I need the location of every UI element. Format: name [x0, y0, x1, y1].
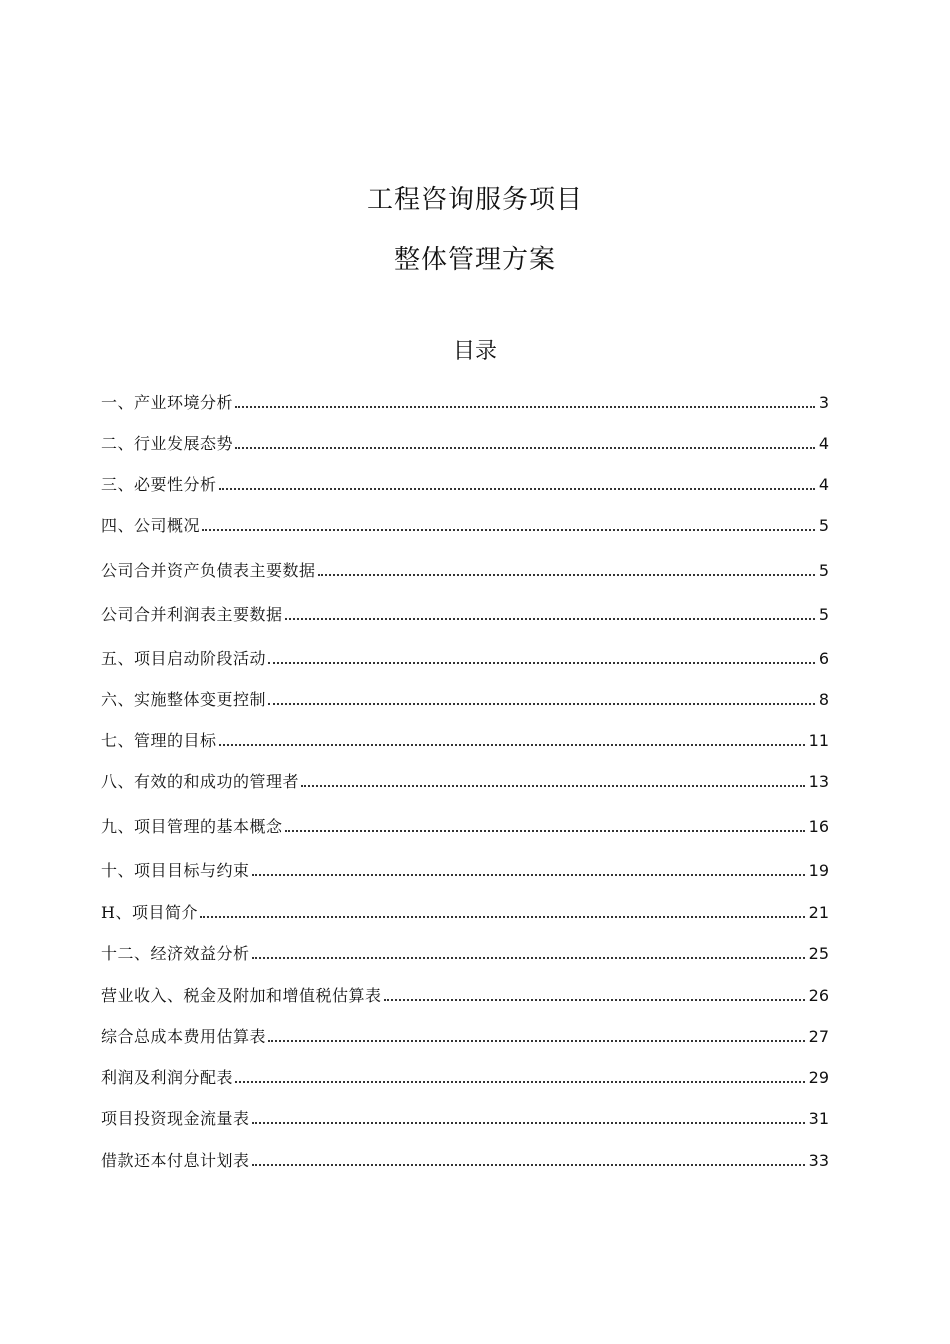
- document-title-line-1: 工程咨询服务项目: [366, 185, 583, 215]
- toc-entry-label: 三、必要性分析: [101, 475, 217, 494]
- toc-entry-label: H、项目简介: [101, 903, 198, 922]
- toc-entry[interactable]: [101, 393, 829, 413]
- toc-entry-label: 一、产业环境分析: [101, 393, 234, 412]
- toc-entry-label: 二、行业发展态势: [101, 434, 234, 453]
- toc-entry-page: 6: [818, 649, 829, 668]
- toc-entry-page: 5: [818, 605, 829, 624]
- toc-entry[interactable]: [101, 1151, 829, 1171]
- toc-entry-label: 借款还本付息计划表: [101, 1151, 250, 1170]
- toc-entry[interactable]: [101, 1109, 829, 1129]
- toc-entry-page: 21: [808, 903, 829, 922]
- toc-entry[interactable]: [101, 516, 829, 536]
- toc-entry-page: 13: [808, 772, 829, 791]
- toc-entry-page: 8: [818, 690, 829, 709]
- toc-entry[interactable]: [101, 649, 829, 669]
- toc-entry-label: 十二、经济效益分析: [101, 944, 250, 963]
- toc-dot-leader: [285, 830, 805, 832]
- toc-entry-label: 四、公司概况: [101, 516, 201, 535]
- toc-dot-leader: [252, 1164, 805, 1166]
- toc-entry-label: 公司合并资产负债表主要数据: [101, 561, 316, 580]
- toc-entry-label: 八、有效的和成功的管理者: [101, 772, 300, 791]
- document-title-line-2: 整体管理方案: [393, 245, 556, 275]
- toc-entry[interactable]: [101, 772, 829, 792]
- toc-entry-page: 4: [818, 475, 829, 494]
- toc-dot-leader: [268, 662, 815, 664]
- toc-entry[interactable]: [101, 986, 829, 1006]
- toc-entry-page: 16: [808, 817, 829, 836]
- toc-entry-page: 26: [808, 986, 829, 1005]
- toc-dot-leader: [235, 1081, 805, 1083]
- toc-entry[interactable]: [101, 475, 829, 495]
- toc-dot-leader: [268, 1040, 805, 1042]
- toc-entry-label: 五、项目启动阶段活动: [101, 649, 267, 668]
- toc-entry-label: 六、实施整体变更控制: [101, 690, 267, 709]
- toc-dot-leader: [318, 574, 815, 576]
- toc-dot-leader: [252, 1122, 805, 1124]
- toc-entry[interactable]: [101, 434, 829, 454]
- toc-entry-page: 29: [808, 1068, 829, 1087]
- toc-entry-label: 公司合并利润表主要数据: [101, 605, 283, 624]
- toc-dot-leader: [252, 957, 805, 959]
- toc-entry-label: 项目投资现金流量表: [101, 1109, 250, 1128]
- toc-entry-label: 九、项目管理的基本概念: [101, 817, 283, 836]
- toc-entry-page: 25: [808, 944, 829, 963]
- toc-dot-leader: [235, 447, 815, 449]
- toc-entry-label: 利润及利润分配表: [101, 1068, 234, 1087]
- toc-entry[interactable]: [101, 690, 829, 710]
- toc-entry-page: 5: [818, 561, 829, 580]
- toc-entry-label: 综合总成本费用估算表: [101, 1027, 267, 1046]
- toc-entry-page: 33: [808, 1151, 829, 1170]
- toc-entry-page: 19: [808, 861, 829, 880]
- toc-entry-label: 十、项目目标与约束: [101, 861, 250, 880]
- toc-entry[interactable]: [101, 944, 829, 964]
- toc-entry-label: 营业收入、税金及附加和增值税估算表: [101, 986, 382, 1005]
- toc-entry-page: 11: [808, 731, 829, 750]
- toc-entry[interactable]: [101, 1068, 829, 1088]
- toc-dot-leader: [268, 703, 815, 705]
- toc-entry[interactable]: [101, 903, 829, 923]
- toc-dot-leader: [202, 529, 815, 531]
- toc-heading: 目录: [452, 339, 497, 364]
- toc-entry-page: 27: [808, 1027, 829, 1046]
- toc-entry-page: 4: [818, 434, 829, 453]
- toc-dot-leader: [384, 999, 805, 1001]
- toc-dot-leader: [285, 618, 815, 620]
- toc-entry-page: 31: [808, 1109, 829, 1128]
- toc-dot-leader: [200, 916, 805, 918]
- toc-dot-leader: [219, 488, 815, 490]
- toc-dot-leader: [252, 874, 805, 876]
- toc-entry[interactable]: [101, 1027, 829, 1047]
- toc-dot-leader: [301, 785, 805, 787]
- toc-entry-label: 七、管理的目标: [101, 731, 217, 750]
- toc-entry-page: 3: [818, 393, 829, 412]
- toc-dot-leader: [235, 406, 815, 408]
- toc-entry[interactable]: [101, 861, 829, 881]
- toc-entry[interactable]: [101, 561, 829, 581]
- toc-entry[interactable]: [101, 731, 829, 751]
- toc-entry[interactable]: [101, 817, 829, 837]
- toc-entry[interactable]: [101, 605, 829, 625]
- toc-dot-leader: [219, 744, 805, 746]
- toc-entry-page: 5: [818, 516, 829, 535]
